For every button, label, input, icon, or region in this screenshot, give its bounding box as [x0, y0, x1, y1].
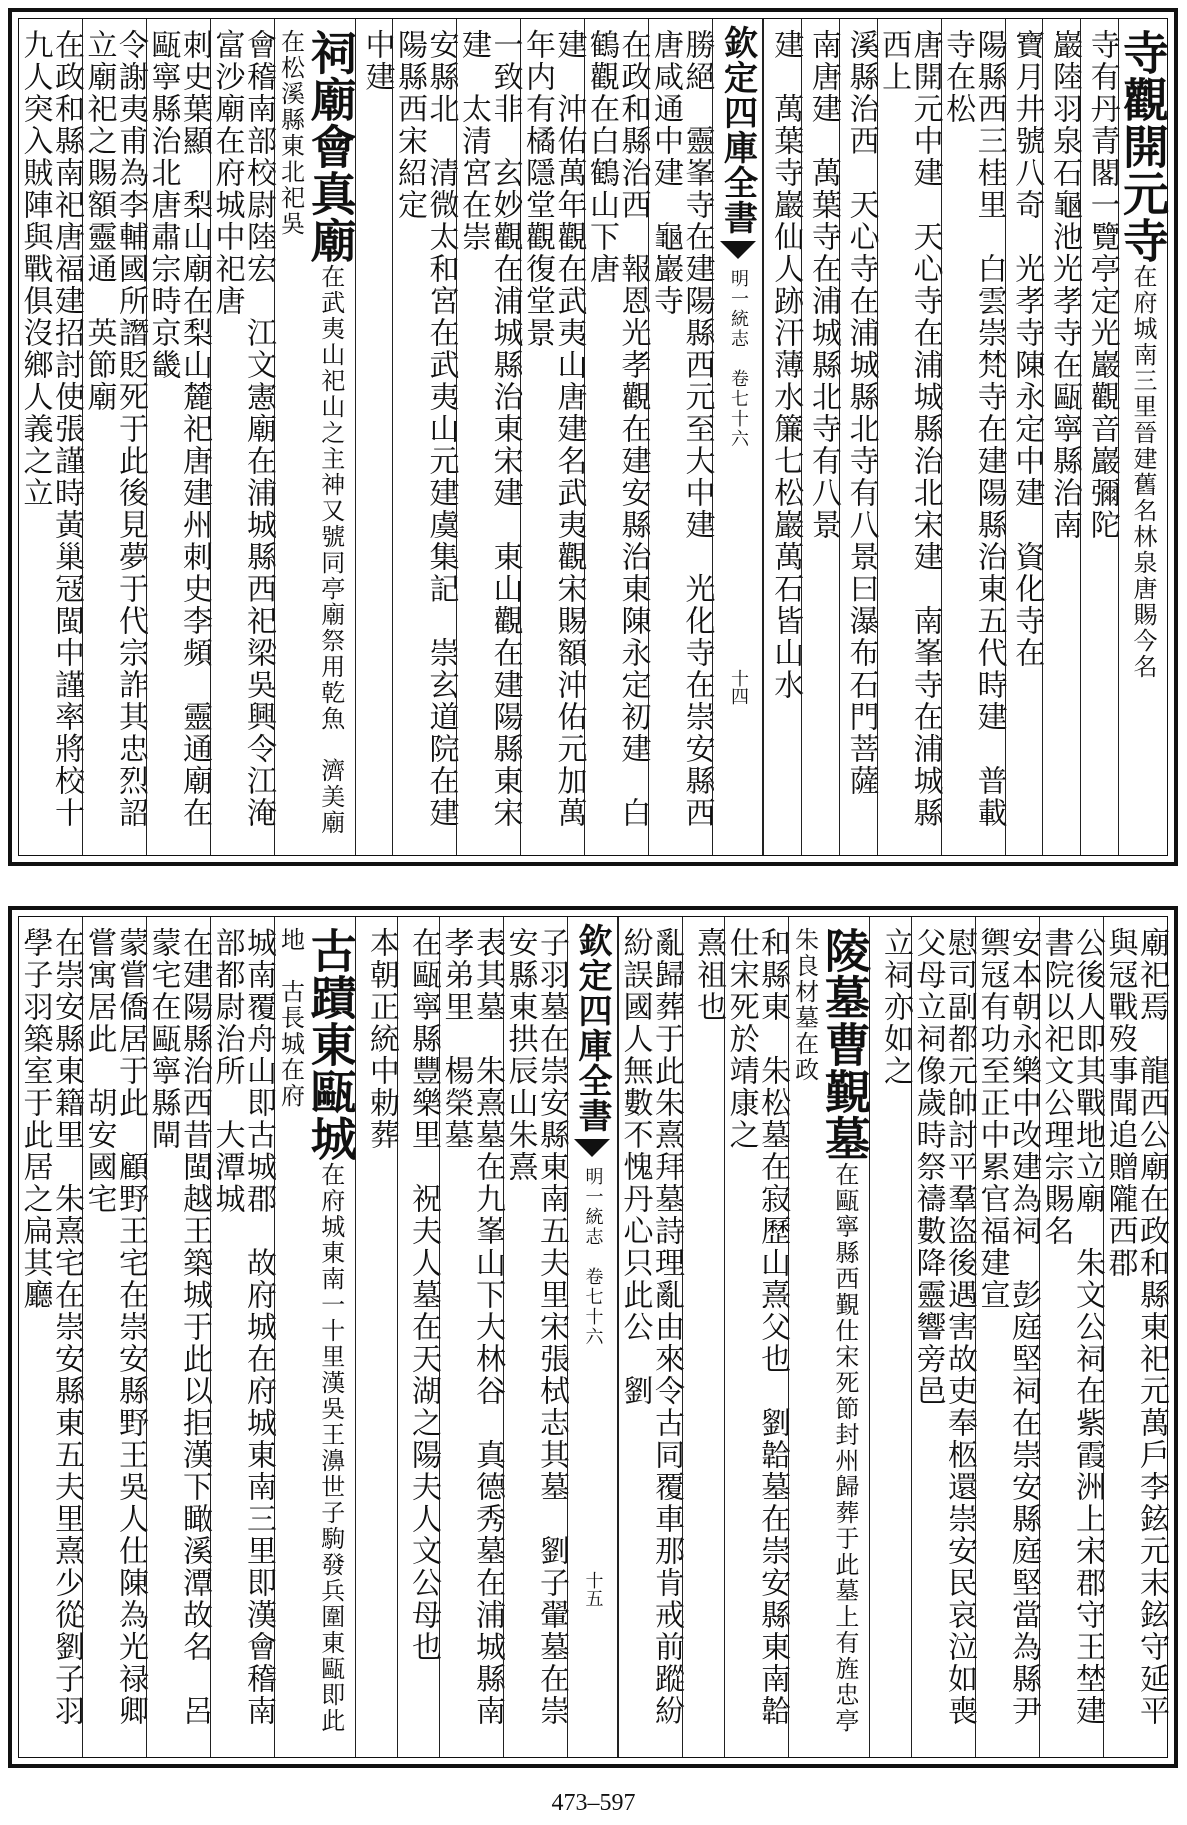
bottom-page [8, 906, 1178, 1768]
text-column: 巖陸羽泉石龜池光孝寺在甌寧縣治南 [1042, 19, 1080, 855]
fishtail-mark [720, 241, 756, 259]
text-column: 表其墓 朱熹墓在九峯山下大林谷 真德秀墓在浦城縣南孝弟里 楊榮墓 [439, 917, 503, 1757]
top-page-columns [17, 18, 1170, 861]
text-column: 寺觀開元寺在府城南三里晉建舊名林泉唐賜今名 [1118, 19, 1167, 855]
text-column: 城南覆舟山即古城郡 故府城在府城東南三里即漢會稽南部都尉治所 大潭城 [210, 917, 274, 1757]
text-column: 令謝夷甫為李輔國所譖貶死于此後見夢于代宗詐其忠烈詔立廟祀之賜額靈通 英節廟 [82, 19, 146, 855]
text-column: 一致非 玄妙觀在浦城縣治東宋建 東山觀在建陽縣東宋建 太清宮在崇 [456, 19, 520, 855]
text-column: 蒙嘗僑居于此 顧野王宅在崇安縣野王吳人仕陳為光禄卿嘗寓居此 胡安國宅 [82, 917, 146, 1757]
text-column: 熹祖也 [682, 917, 724, 1757]
text-column: 建 沖佑萬年觀在武夷山唐建名武夷觀宋賜額沖佑元加萬年内有橘隱堂觀復堂景 [520, 19, 584, 855]
top-page [8, 8, 1178, 866]
text-column: 在政和縣南祀唐福建招討使張謹時黃巢冦閩中謹率將校十九人突入賊陣與戰俱沒鄉人義之立 [17, 29, 84, 829]
banner-title: 欽定四庫全書 [717, 25, 758, 235]
text-column: 唐開元中建 天心寺在浦城縣治北宋建 南峯寺在浦城縣西上 [877, 19, 941, 855]
banner-title: 欽定四庫全書 [571, 923, 612, 1133]
text-column: 陽縣西三桂里 白雲崇梵寺在建陽縣治東五代時建 普載寺在松 [941, 19, 1005, 855]
text-column: 南唐建 萬葉寺在浦城縣北寺有八景 [801, 19, 839, 855]
text-column: 和縣東 朱松墓在寂歷山熹父也 劉韐墓在崇安縣東南韐仕宋死於靖康之 [724, 917, 788, 1757]
text-column: 祠廟會真廟在武夷山祀山之主神又號同亭廟祭用乾魚 濟美廟在松溪縣東北祀吳 [274, 19, 355, 855]
text-column: 立祠亦如之 [869, 917, 911, 1757]
text-column: 亂歸葬于此朱熹拜墓詩理亂由來令古同覆車那肯戒前蹤紛紛誤國人無數不愧丹心只此公 劉 [618, 917, 682, 1757]
text-column: 安本朝永樂中改建為祠 彭庭堅祠在崇安縣庭堅當為縣尹禦冦有功至正中累官福建宣 [975, 917, 1039, 1757]
text-column: 中建 [355, 19, 393, 855]
bottom-page-columns [18, 916, 1168, 1758]
text-column: 在建陽縣治西昔閩越王築城于此以拒漢下瞰溪潭故名 呂蒙宅在甌寧縣閘 [146, 917, 210, 1757]
center-banner [712, 19, 763, 855]
text-column: 建 萬葉寺巖仙人跡汗薄水簾七松巖萬石皆山水 [763, 19, 801, 855]
text-column: 寺有丹青閣一覽亭定光巖觀音巖彌陀 [1080, 19, 1118, 855]
text-column: 在甌寧縣豐樂里 祝夫人墓在天湖之陽夫人文公母也 [397, 917, 439, 1757]
text-column: 慰司副都元帥討平羣盗後遇害故吏奉柩還崇安民哀泣如喪父母立祠像歲時祭禱數降靈響旁邑 [911, 917, 975, 1757]
text-column: 陵墓曹覲墓在甌寧縣西覲仕宋死節封州歸葬于此墓上有旌忠亭 朱良材墓在政 [788, 917, 869, 1757]
scan-page-id: 473–597 [551, 1790, 636, 1816]
text-column: 勝絕 靈峯寺在建陽縣西元至大中建 光化寺在崇安縣西唐咸通中建 龜巖寺 [648, 19, 712, 855]
fishtail-mark [574, 1139, 610, 1157]
text-column: 在崇安縣東籍里 朱熹宅在崇安縣東五夫里熹少從劉子羽學子羽築室于此居之扁其廳 [17, 927, 84, 1727]
banner-page-number: 十五 [582, 1571, 604, 1607]
text-column: 刺史葉顯 梨山廟在梨山麓祀唐建州刺史李頻 靈通廟在甌寧縣治北唐肅宗時京畿 [146, 19, 210, 855]
text-column: 安縣北 清微太和宮在武夷山元建虞集記 崇玄道院在建陽縣西宋紹定 [392, 19, 456, 855]
text-column: 在政和縣治西 報恩光孝觀在建安縣治東陳永定初建 白鶴觀在白鶴山下唐 [584, 19, 648, 855]
text-column: 寶月井號八奇 光孝寺陳永定中建 資化寺在 [1005, 19, 1043, 855]
banner-volume: 明一統志 卷七十六 [727, 269, 749, 449]
center-banner [567, 917, 618, 1757]
text-column: 公後人即其戰地立廟 朱文公祠在紫霞洲上宋郡守王埜建書院以祀文公理宗賜名 [1039, 917, 1103, 1757]
banner-page-number: 十四 [727, 669, 749, 705]
text-column: 溪縣治西 天心寺在浦城縣北寺有八景曰瀑布石門菩薩 [839, 19, 877, 855]
text-column: 會稽南部校尉陸宏 江文憲廟在浦城縣西祀梁吳興令江淹 富沙廟在府城中祀唐 [210, 19, 274, 855]
text-column: 子羽墓在崇安縣東南五夫里宋張栻志其墓 劉子翬墓在崇安縣東拱辰山朱熹 [503, 917, 567, 1757]
text-column: 古蹟東甌城在府城東南一十里漢吳王濞世子駒發兵圍東甌即此地 古長城在府 [274, 917, 355, 1757]
text-column: 本朝正統中勅葬 [355, 917, 397, 1757]
banner-volume: 明一統志 卷七十六 [582, 1167, 604, 1347]
text-column: 廟祀焉 龍西公廟在政和縣東祀元萬戶李鉉元末鉉守延平與冦戰歿事聞追贈隴西郡 [1103, 917, 1167, 1757]
